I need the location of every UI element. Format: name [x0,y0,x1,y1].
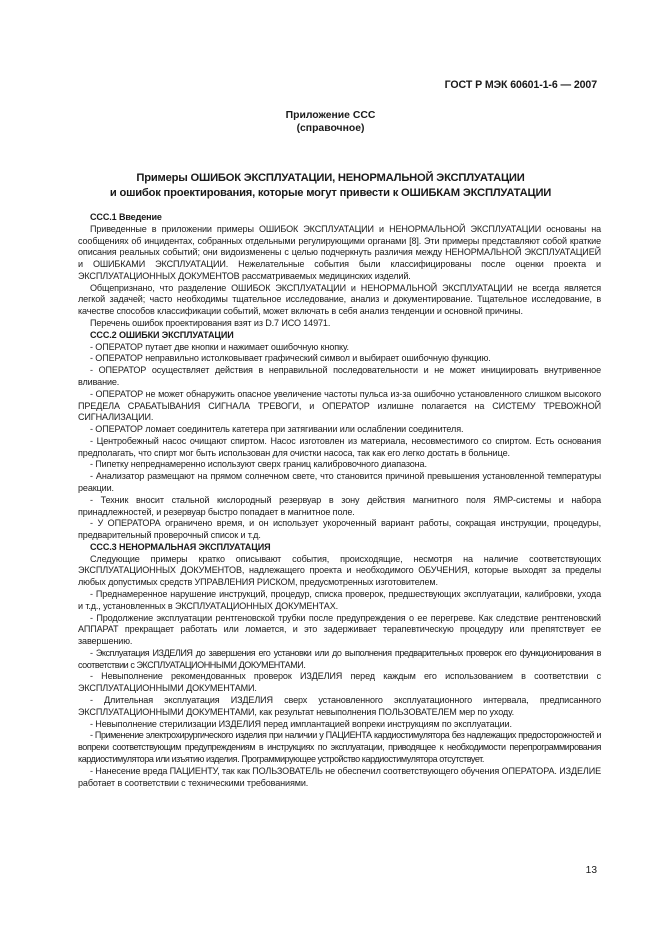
appendix-name: Приложение ССС [285,110,376,121]
paragraph: - ОПЕРАТОР осуществляет действия в неправильной последовательности и не может инициировать внутривенное вливание. [78,365,601,387]
paragraph: - Техник вносит стальной кислородный резервуар в зону действия магнитного поля ЯМР-системы и набора принадлежностей, и резервуар быстро попадает в магнитное поле. [78,494,601,517]
section-heading: ССС.3 НЕНОРМАЛЬНАЯ ЭКСПЛУАТАЦИЯ [90,541,271,552]
standard-designation: ГОСТ Р МЭК 60601-1-6 — 2007 [444,79,597,91]
paragraph: - Преднамеренное нарушение инструкций, процедур, списка проверок, предшествующих эксплуатации, калибровки, ухода и т.д., установленных в ЭКСПЛУАТАЦИОННЫХ ДОКУМЕНТАХ. [78,589,601,611]
paragraph: - Длительная эксплуатация ИЗДЕЛИЯ сверх установленного эксплуатационного интервала, предписанного ЭКСПЛУАТАЦИОННЫМИ ДОКУМЕНТАМИ, как результат невыполнения ПОЛЬЗОВАТЕЛЕМ мер по уходу. [78,695,601,717]
section-title-line-1: Примеры ОШИБОК ЭКСПЛУАТАЦИИ, НЕНОРМАЛЬНОЙ ЭКСПЛУАТАЦИИ [136,172,525,184]
section-title-line-2: и ошибок проектирования, которые могут привести к ОШИБКАМ ЭКСПЛУАТАЦИИ [109,187,552,199]
paragraph: - Невыполнение стерилизации ИЗДЕЛИЯ перед имплантацией вопреки инструкциям по эксплуатации. [90,718,512,729]
paragraph: - Пипетку непреднамеренно используют сверх границ калибровочного диапазона. [90,459,427,470]
paragraph: - Анализатор размещают на прямом солнечном свете, что становится причиной превышения установленной температуры реакции. [78,471,601,493]
paragraph: - ОПЕРАТОР ломает соединитель катетера при затягивании или ослаблении соединителя. [90,424,464,435]
appendix-type: (справочное) [296,123,365,134]
paragraph: - Невыполнение рекомендованных проверок ИЗДЕЛИЯ перед каждым его использованием в соответствии с ЭКСПЛУАТАЦИОННЫМИ ДОКУМЕНТАМИ. [78,671,601,694]
paragraph: - Центробежный насос очищают спиртом. Насос изготовлен из материала, несовместимого со спиртом. Есть основания предполагать, что спирт мог быть использован для очистки насоса, так как его легко достать в больнице. [78,435,601,458]
paragraph: - ОПЕРАТОР неправильно истолковывает графический символ и выбирает ошибочную функцию. [90,353,491,364]
paragraph: - Эксплуатация ИЗДЕЛИЯ до завершения его установки или до выполнения предварительных проверок его функционирования в соответствии с ЭКСПЛУАТАЦИОННЫМИ ДОКУМЕНТАМИ. [78,647,601,670]
paragraph: - Нанесение вреда ПАЦИЕНТУ, так как ПОЛЬЗОВАТЕЛЬ не обеспечил соответствующего обучения ОПЕРАТОРА. ИЗДЕЛИЕ работает в соответствии с техническими требованиями. [78,765,601,788]
paragraph: Следующие примеры кратко описывают события, происходящие, несмотря на наличие соответствующих ЭКСПЛУАТАЦИОННЫХ ДОКУМЕНТОВ, надлежащего проекта и необходимого ОБУЧЕНИЯ, которые выходят за пределы любых допустимых средств УПРАВЛЕНИЯ РИСКОМ, предусмотренных изготовителем. [78,553,601,588]
paragraph: - У ОПЕРАТОРА ограничено время, и он использует укороченный вариант работы, сокращая инструкции, процедуры, предварительный проверочный список и т.д. [78,518,601,541]
paragraph: - ОПЕРАТОР путает две кнопки и нажимает ошибочную кнопку. [90,341,349,352]
section-heading: ССС.1 Введение [90,212,162,222]
paragraph: Перечень ошибок проектирования взят из D.7 ИСО 14971. [90,318,331,329]
page-number: 13 [585,865,597,876]
paragraph: - ОПЕРАТОР не может обнаружить опасное увеличение частоты пульса из-за ошибочно установленного слишком высокого ПРЕДЕЛА СРАБАТЫВАНИЯ СИГНАЛА ТРЕВОГИ, и ОПЕРАТОР излишне полагается на СИСТЕМУ ТРЕВОЖНОЙ СИГНАЛИЗАЦИИ. [78,388,601,423]
paragraph: Приведенные в приложении примеры ОШИБОК ЭКСПЛУАТАЦИИ и НЕНОРМАЛЬНОЙ ЭКСПЛУАТАЦИИ основаны на сообщениях об инцидентах, собранных отдельными регулирующими органами [8]. Эти примеры представляют собой краткие описания реальных событий; они видоизменены с целью подчеркнуть различия между НЕНОРМАЛЬНОЙ ЭКСПЛУАТАЦИЕЙ и ОШИБКАМИ ЭКСПЛУАТАЦИИ. Нежелательные события были классифицированы после оценки проекта и ЭКСПЛУАТАЦИОННЫХ ДОКУМЕНТОВ рассматриваемых медицинских изделий. [78,223,601,281]
document-body [78,212,601,789]
paragraph: - Применение электрохирургического изделия при наличии у ПАЦИЕНТА кардиостимулятора без надлежащих предосторожностей и вопреки соответствующим предупреждениям в инструкциях по эксплуатации, приводящее к необходимости перепрограммирования кардиостимулятора или изъятию изделия. Программирующее устройство кардиостимулятора отсутствует. [78,730,601,764]
paragraph: - Продолжение эксплуатации рентгеновской трубки после предупреждения о ее перегреве. Как следствие рентгеновский АППАРАТ прекращает работать или ломается, и это задерживает терапевтическую процедуру или препятствует ее завершению. [78,612,601,647]
section-heading: ССС.2 ОШИБКИ ЭКСПЛУАТАЦИИ [90,329,234,340]
paragraph: Общепризнано, что разделение ОШИБОК ЭКСПЛУАТАЦИИ и НЕНОРМАЛЬНОЙ ЭКСПЛУАТАЦИИ не всегда является легкой задачей; часто необходимы тщательное исследование, анализ и документирование. Тщательное исследование, в качестве способов классификации событий, может включать в себя анализ тенденции и основной причины. [78,282,601,317]
